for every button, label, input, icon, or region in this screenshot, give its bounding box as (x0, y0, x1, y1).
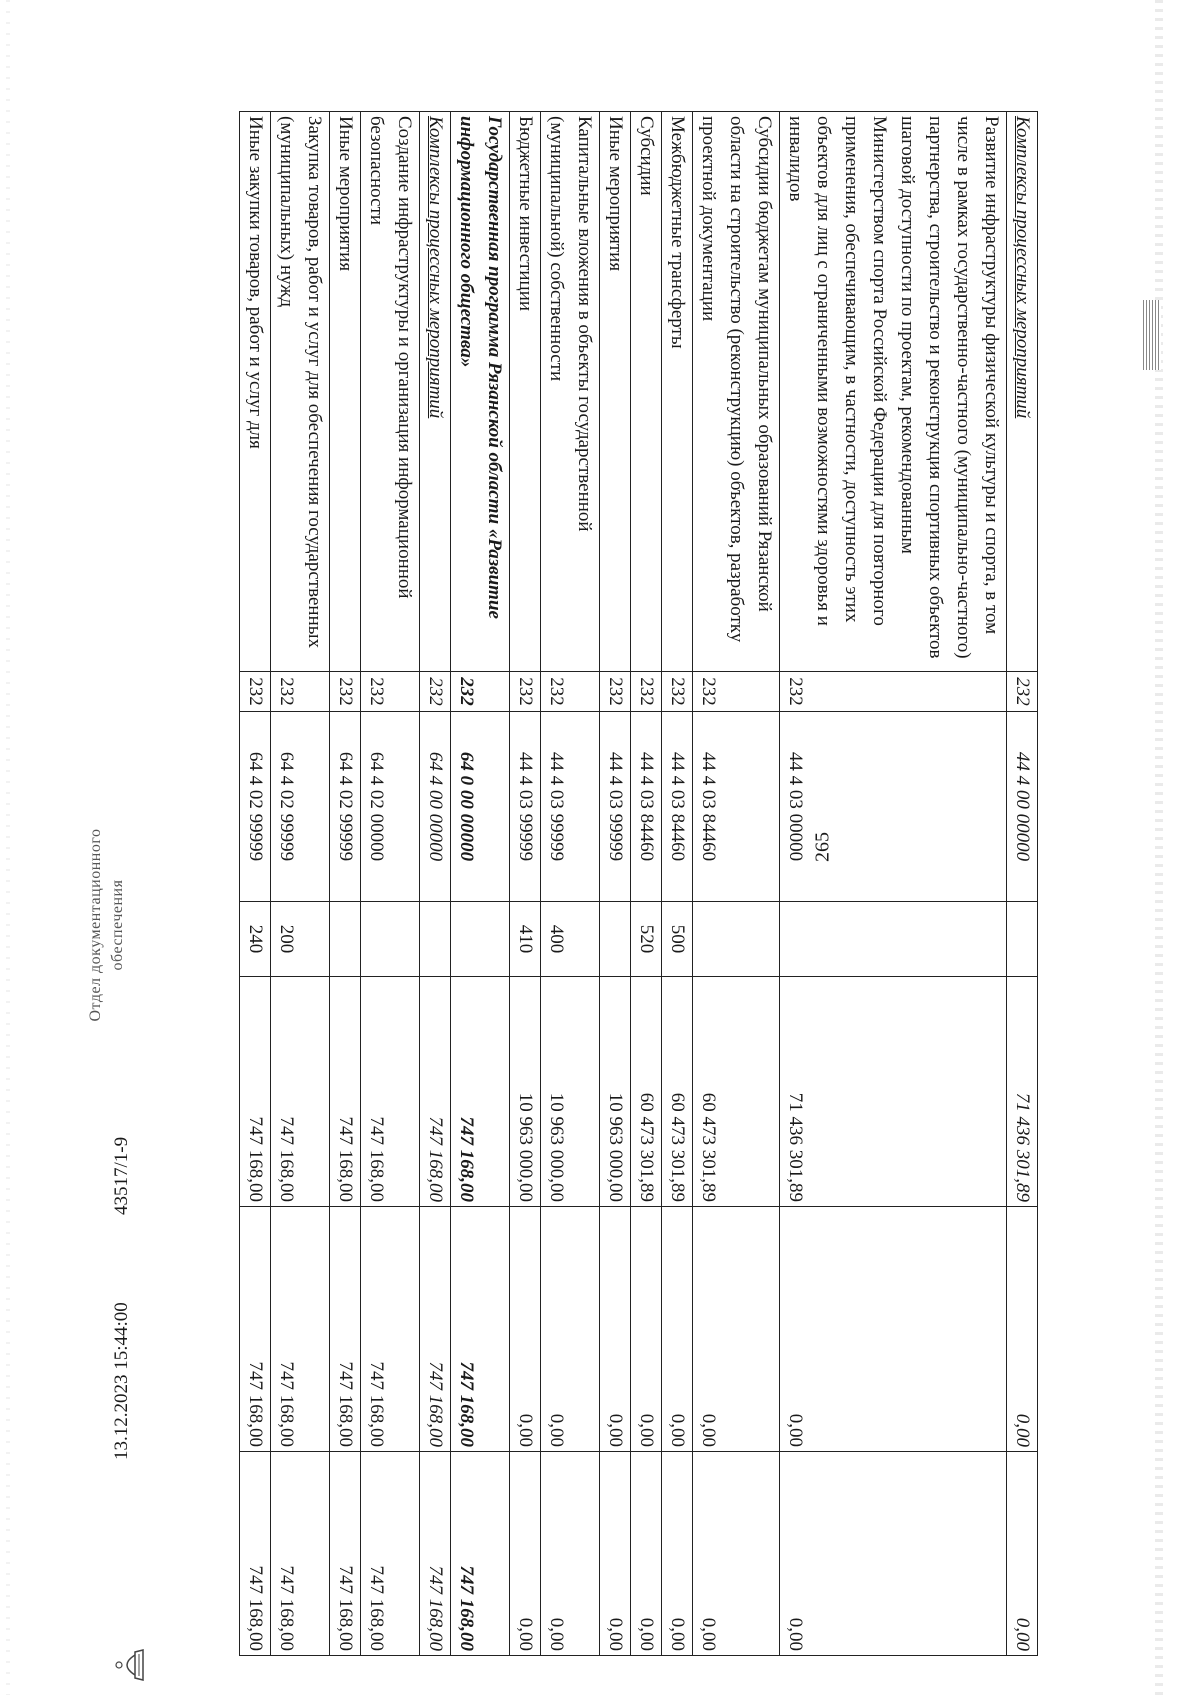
scan-edge-strip-left (6, 0, 10, 1695)
vr-code-cell (420, 902, 451, 977)
table-row (330, 112, 361, 1656)
ved-code-cell: 232 (541, 672, 600, 712)
sum-year3-cell: 0,00 (510, 1452, 541, 1656)
sum-year3-cell: 0,00 (600, 1452, 631, 1656)
sum-year2-cell: 0,00 (662, 1207, 693, 1452)
ved-code-cell: 232 (271, 672, 330, 712)
table-row (780, 112, 1007, 1656)
sum-year2-cell: 0,00 (510, 1207, 541, 1452)
csr-code-cell: 44 4 03 84460 (631, 712, 662, 902)
sum-year1-cell: 10 963 000,00 (600, 977, 631, 1207)
vr-code-cell: 200 (271, 902, 330, 977)
table-row (510, 112, 541, 1656)
sum-year3-cell: 747 168,00 (330, 1452, 361, 1656)
row-name-cell: Межбюджетные трансферты (662, 112, 693, 672)
sum-year2-cell: 747 168,00 (361, 1207, 420, 1452)
ved-code-cell: 232 (693, 672, 780, 712)
csr-code-cell: 64 4 02 99999 (271, 712, 330, 902)
row-name-cell: Субсидии (631, 112, 662, 672)
row-name-cell: Иные закупки товаров, работ и услуг для (240, 112, 271, 672)
document-number: 43517/1-9 (111, 1136, 132, 1215)
sum-year2-cell: 0,00 (600, 1207, 631, 1452)
sum-year3-cell: 747 168,00 (361, 1452, 420, 1656)
ved-code-cell: 232 (600, 672, 631, 712)
csr-code-cell: 44 4 00 00000 (1007, 712, 1038, 902)
table-row (662, 112, 693, 1656)
ved-code-cell: 232 (451, 672, 510, 712)
sum-year1-cell: 747 168,00 (420, 977, 451, 1207)
sum-year2-cell: 0,00 (693, 1207, 780, 1452)
table-row (451, 112, 510, 1656)
sum-year2-cell: 747 168,00 (330, 1207, 361, 1452)
vr-code-cell: 400 (541, 902, 600, 977)
ved-code-cell: 232 (780, 672, 1007, 712)
budget-table-page (110, 111, 1038, 1655)
table-row (361, 112, 420, 1656)
sum-year3-cell: 0,00 (631, 1452, 662, 1656)
table-row (271, 112, 330, 1656)
sum-year1-cell: 10 963 000,00 (541, 977, 600, 1207)
row-name-cell: Закупка товаров, работ и услуг для обеспечения государственных (муниципальных) нужд (271, 112, 330, 672)
ved-code-cell: 232 (240, 672, 271, 712)
row-name-cell: Создание инфраструктуры и организация информационной безопасности (361, 112, 420, 672)
csr-code-cell: 44 4 03 99999 (541, 712, 600, 902)
sum-year1-cell: 747 168,00 (271, 977, 330, 1207)
budget-table-body (240, 112, 1038, 1656)
sum-year2-cell: 747 168,00 (271, 1207, 330, 1452)
vr-code-cell (330, 902, 361, 977)
table-row (541, 112, 600, 1656)
csr-code-cell: 64 4 00 00000 (420, 712, 451, 902)
sum-year3-cell: 747 168,00 (271, 1452, 330, 1656)
sum-year2-cell: 0,00 (780, 1207, 1007, 1452)
sum-year1-cell: 71 436 301,89 (1007, 977, 1038, 1207)
csr-code-cell: 64 4 02 99999 (330, 712, 361, 902)
row-name-cell: Иные мероприятия (330, 112, 361, 672)
sum-year1-cell: 60 473 301,89 (693, 977, 780, 1207)
vr-code-cell (1007, 902, 1038, 977)
sum-year3-cell: 0,00 (541, 1452, 600, 1656)
print-datetime: 13.12.2023 15:44:00 (111, 1302, 132, 1460)
csr-code-cell: 44 4 03 99999 (600, 712, 631, 902)
sum-year2-cell: 0,00 (631, 1207, 662, 1452)
sum-year1-cell: 747 168,00 (361, 977, 420, 1207)
table-row (693, 112, 780, 1656)
row-name-cell: Комплексы процессных мероприятий (420, 112, 451, 672)
coat-of-arms-icon (109, 1640, 149, 1690)
sum-year3-cell: 747 168,00 (420, 1452, 451, 1656)
sum-year1-cell: 747 168,00 (240, 977, 271, 1207)
ved-code-cell: 232 (510, 672, 541, 712)
ved-code-cell: 232 (420, 672, 451, 712)
sum-year3-cell: 747 168,00 (451, 1452, 510, 1656)
sum-year1-cell: 71 436 301,89 (780, 977, 1007, 1207)
sum-year3-cell: 0,00 (780, 1452, 1007, 1656)
ved-code-cell: 232 (330, 672, 361, 712)
vr-code-cell: 500 (662, 902, 693, 977)
csr-code-cell: 64 0 00 00000 (451, 712, 510, 902)
vr-code-cell (451, 902, 510, 977)
vr-code-cell (361, 902, 420, 977)
sum-year1-cell: 747 168,00 (330, 977, 361, 1207)
table-row (631, 112, 662, 1656)
row-name-cell: Иные мероприятия (600, 112, 631, 672)
vr-code-cell: 410 (510, 902, 541, 977)
csr-code-cell: 64 4 02 00000 (361, 712, 420, 902)
sum-year3-cell: 0,00 (662, 1452, 693, 1656)
sum-year1-cell: 60 473 301,89 (631, 977, 662, 1207)
table-row (1007, 112, 1038, 1656)
sum-year2-cell: 747 168,00 (451, 1207, 510, 1452)
sum-year1-cell: 60 473 301,89 (662, 977, 693, 1207)
vr-code-cell: 520 (631, 902, 662, 977)
csr-code-cell: 44 4 03 84460 (662, 712, 693, 902)
page-footer (87, 130, 147, 1690)
vr-code-cell (600, 902, 631, 977)
sum-year2-cell: 747 168,00 (240, 1207, 271, 1452)
scan-edge-barcode (1143, 300, 1161, 370)
csr-code-cell: 44 4 03 84460 (693, 712, 780, 902)
sum-year1-cell: 10 963 000,00 (510, 977, 541, 1207)
row-name-cell: Субсидии бюджетам муниципальных образований Рязанской области на строительство (реконструкцию) объектов, разработку проектной документации (693, 112, 780, 672)
sum-year3-cell: 0,00 (1007, 1452, 1038, 1656)
table-row (240, 112, 271, 1656)
table-row (600, 112, 631, 1656)
row-name-cell: Капитальные вложения в объекты государственной (муниципальной) собственности (541, 112, 600, 672)
row-name-cell: Комплексы процессных мероприятий (1007, 112, 1038, 672)
csr-code-cell: 64 4 02 99999 (240, 712, 271, 902)
scan-edge-strip (1155, 0, 1163, 1695)
csr-code-cell: 44 4 03 00000 (780, 712, 1007, 902)
sum-year1-cell: 747 168,00 (451, 977, 510, 1207)
row-name-cell: Бюджетные инвестиции (510, 112, 541, 672)
ved-code-cell: 232 (662, 672, 693, 712)
budget-table (239, 111, 1038, 1656)
table-row (420, 112, 451, 1656)
row-name-cell: Развитие инфраструктуры физической культуры и спорта, в том числе в рамках государственно-частного (муниципально-частного) партнерства, строительство и реконструкция спортивных объектов шаговой доступности по проектам, рекомендованным Министерством спорта Российской Федерации для повторного применения, обеспечивающим, в частности, доступность этих объектов для лиц с ограниченными возможностями здоровья и инвалидов (780, 112, 1007, 672)
department-stamp (85, 760, 129, 1090)
ved-code-cell: 232 (631, 672, 662, 712)
vr-code-cell (693, 902, 780, 977)
sum-year2-cell: 0,00 (541, 1207, 600, 1452)
page-number: 265 (811, 832, 834, 862)
row-name-cell: Государственная программа Рязанской области «Развитие информационного общества» (451, 112, 510, 672)
vr-code-cell: 240 (240, 902, 271, 977)
csr-code-cell: 44 4 03 99999 (510, 712, 541, 902)
sum-year3-cell: 0,00 (693, 1452, 780, 1656)
stamp-line-1: Отдел документационного (87, 828, 104, 1022)
stamp-line-2: обеспечения (109, 879, 126, 971)
sum-year3-cell: 747 168,00 (240, 1452, 271, 1656)
ved-code-cell: 232 (1007, 672, 1038, 712)
vr-code-cell (780, 902, 1007, 977)
sum-year2-cell: 0,00 (1007, 1207, 1038, 1452)
ved-code-cell: 232 (361, 672, 420, 712)
sum-year2-cell: 747 168,00 (420, 1207, 451, 1452)
